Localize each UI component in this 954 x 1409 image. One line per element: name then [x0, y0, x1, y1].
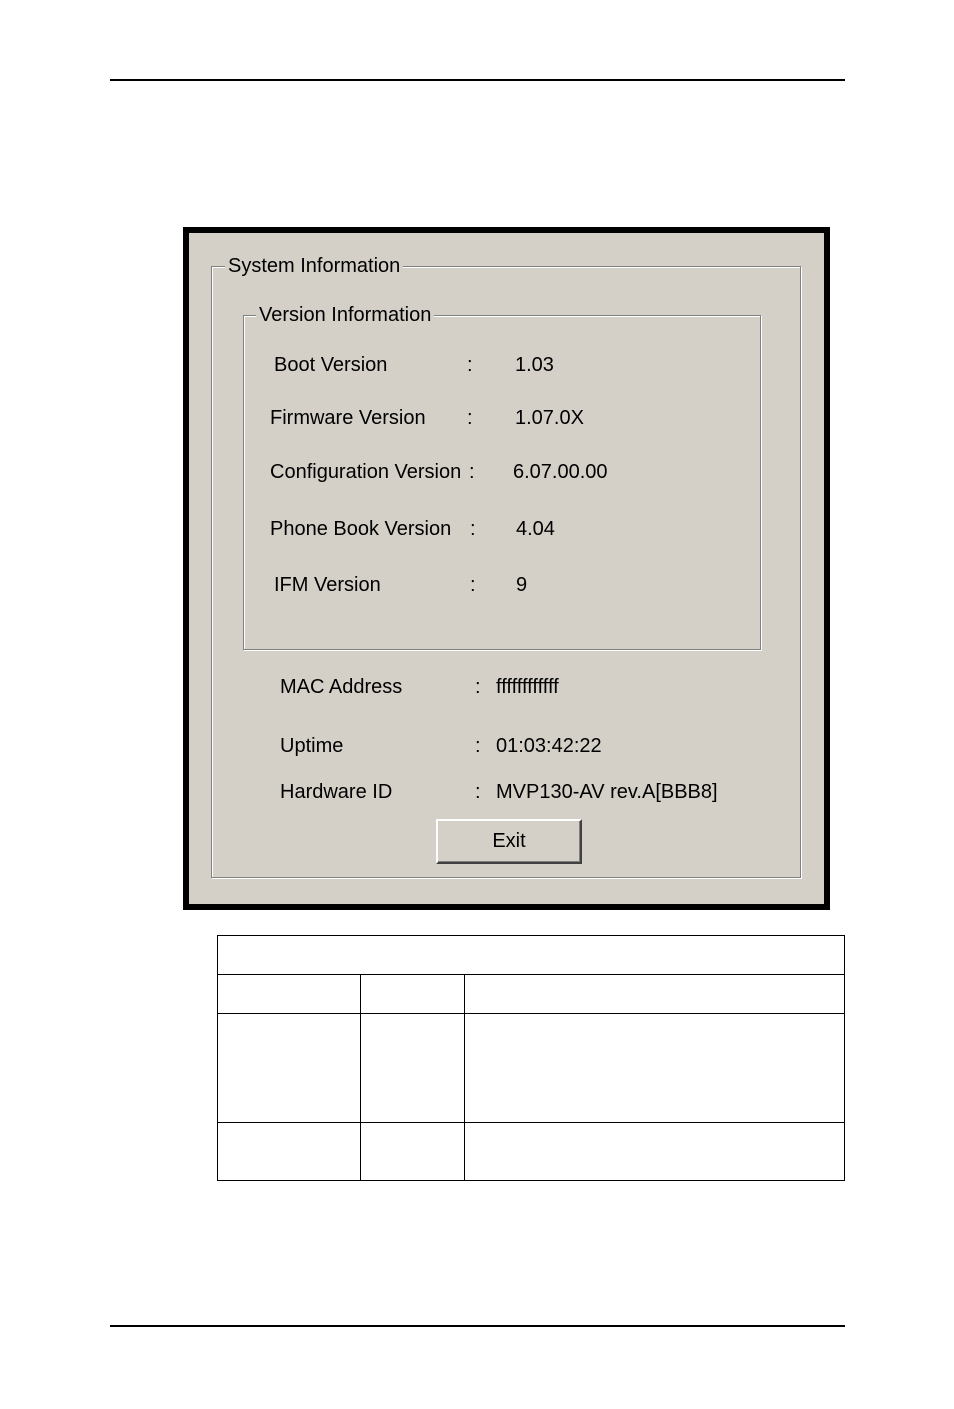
table-caption-row	[218, 936, 845, 975]
ifm-version-value: 9	[516, 574, 528, 596]
hardware-id-label: Hardware ID	[280, 781, 393, 803]
configuration-version-value: 6.07.00.00	[513, 461, 608, 483]
table-cell	[361, 1123, 465, 1181]
boot-version-label: Boot Version	[274, 354, 388, 376]
firmware-version-separator: :	[467, 407, 473, 429]
table-header-cell	[218, 975, 361, 1014]
phone-book-version-label: Phone Book Version	[270, 518, 452, 540]
table-cell	[218, 1123, 361, 1181]
table-header-row	[218, 975, 845, 1014]
uptime-separator: :	[475, 735, 481, 757]
header-rule	[110, 79, 845, 81]
table-header-cell	[361, 975, 465, 1014]
table-header-cell	[465, 975, 845, 1014]
phone-book-version-separator: :	[470, 518, 476, 540]
mac-address-label: MAC Address	[280, 676, 403, 698]
system-information-title: System Information	[225, 253, 403, 279]
uptime-value: 01:03:42:22	[496, 735, 602, 757]
parameter-table	[217, 935, 845, 1181]
firmware-version-value: 1.07.0X	[515, 407, 584, 429]
boot-version-separator: :	[467, 354, 473, 376]
configuration-version-label: Configuration Version	[270, 461, 462, 483]
hardware-id-separator: :	[475, 781, 481, 803]
version-information-title: Version Information	[256, 302, 434, 328]
table-cell	[361, 1014, 465, 1123]
hardware-id-value: MVP130-AV rev.A[BBB8]	[496, 781, 718, 803]
firmware-version-label: Firmware Version	[270, 407, 426, 429]
exit-button[interactable]: Exit	[436, 819, 582, 864]
uptime-label: Uptime	[280, 735, 344, 757]
ifm-version-label: IFM Version	[274, 574, 381, 596]
mac-address-value: ffffffffffff	[496, 676, 559, 698]
footer-rule	[110, 1325, 845, 1327]
table-cell	[218, 1014, 361, 1123]
mac-address-separator: :	[475, 676, 481, 698]
ifm-version-separator: :	[470, 574, 476, 596]
boot-version-value: 1.03	[515, 354, 554, 376]
system-information-group	[211, 255, 801, 878]
table-cell	[465, 1123, 845, 1181]
system-information-screenshot	[183, 227, 830, 910]
table-row	[218, 1123, 845, 1181]
table-caption-cell	[218, 936, 845, 975]
table-cell	[465, 1014, 845, 1123]
table-row	[218, 1014, 845, 1123]
phone-book-version-value: 4.04	[516, 518, 555, 540]
configuration-version-separator: :	[469, 461, 475, 483]
